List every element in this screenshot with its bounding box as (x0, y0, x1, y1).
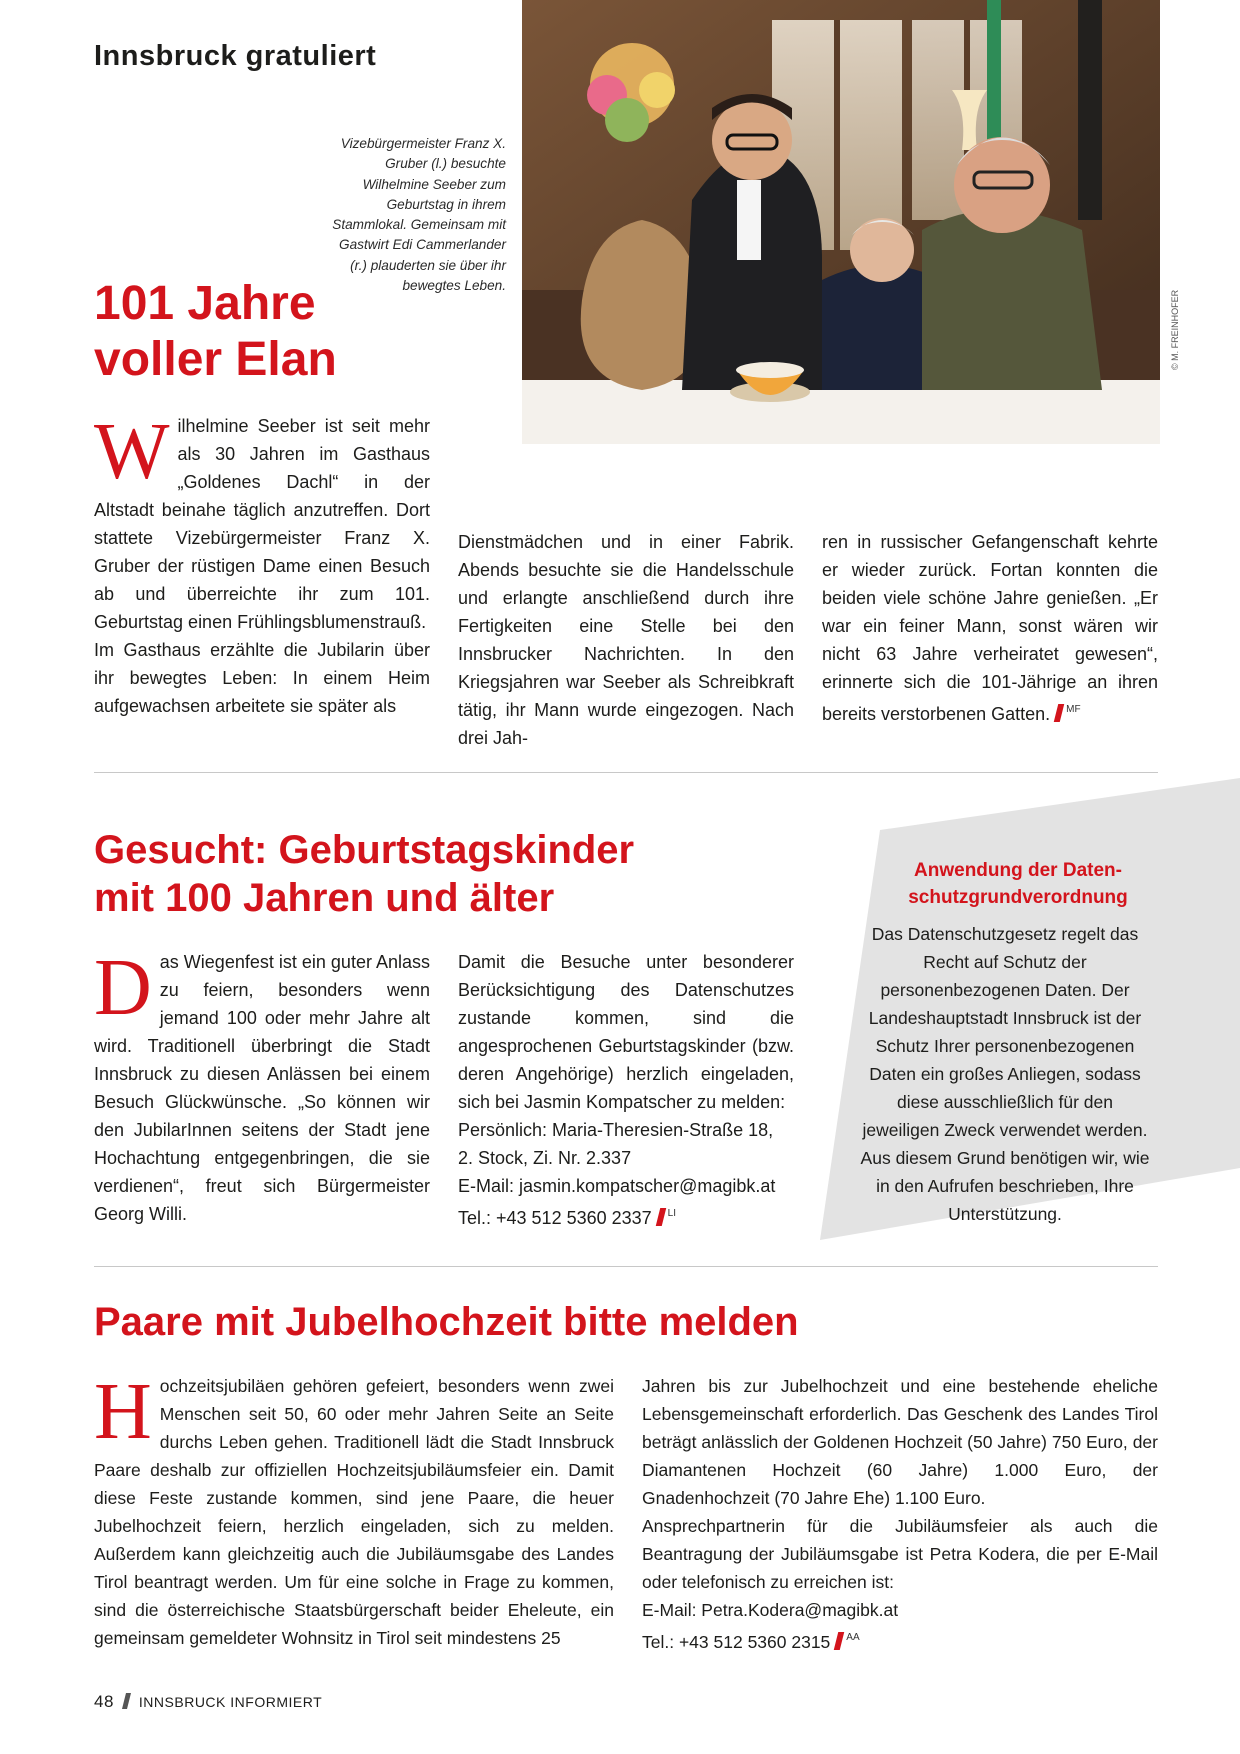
article1-paragraph-3: Dienstmädchen und in einer Fabrik. Abends besuchte sie die Handelsschule und erlangte anschließend durch ihre Fertigkeiten eine Stelle bei den Innsbrucker Nachrichten. In den Kriegsjahren war Seeber als Schreibkraft tätig, ihr Mann wurde eingezogen. Nach drei Jah- (458, 532, 794, 748)
page-footer (94, 1692, 322, 1712)
article3-headline: Paare mit Jubelhochzeit bitte melden (94, 1300, 799, 1344)
article2-paragraph-1: as Wiegenfest ist ein guter Anlass zu feiern, besonders wenn jemand 100 oder mehr Jahre alt wird. Traditionell überbringt die Stadt Innsbruck zu diesen Anlässen bei einem Besuch Glückwünsche. „So können wir den JubilarInnen seitens der Stadt jene Hochachtung entgegenbringen, die sie verdienen“, freut sich Bürgermeister Georg Willi. (94, 952, 430, 1224)
article3-phone-line (642, 1624, 1158, 1656)
page-number: 48 (94, 1692, 114, 1711)
article1-headline (94, 276, 337, 388)
article1-author: MF (1066, 704, 1081, 715)
article2-column-1 (94, 944, 430, 1228)
article2-address-1: Persönlich: Maria-Theresien-Straße 18, (458, 1120, 774, 1140)
article1-paragraph-2: Im Gasthaus erzählte die Jubilarin über ihr bewegtes Leben: In einem Heim aufgewachsen arbeitete sie später als (94, 640, 430, 716)
infobox-title-line2: schutzgrundverordnung (908, 887, 1128, 908)
article2-headline-line2: mit 100 Jahren und älter (94, 876, 555, 920)
article3-email: E-Mail: Petra.Kodera@magibk.at (642, 1600, 899, 1620)
article1-paragraph-4 (822, 528, 1158, 728)
article2-email: E-Mail: jasmin.kompatscher@magibk.at (458, 1176, 776, 1196)
article2-paragraph-2: Damit die Besuche unter besonderer Berücksichtigung des Datenschutzes zustande kommen, sind die angesprochenen Geburtstagskinder (bzw. deren Angehörige) herzlich eingeladen, sich bei Jasmin Kompatscher zu melden: (458, 952, 794, 1112)
photo-credit: © M. FREINHOFER (1170, 289, 1180, 370)
article2-author: LI (667, 1208, 677, 1219)
section-divider (94, 1266, 1158, 1267)
article1-column-2 (458, 528, 794, 752)
article1-headline-line2: voller Elan (94, 333, 337, 386)
article2-drop-cap: D (94, 944, 152, 1032)
article2-phone: Tel.: +43 512 5360 2337 (458, 1208, 652, 1228)
article2-column-2 (458, 948, 794, 1232)
end-mark-icon (1054, 704, 1064, 722)
photo-caption: Vizebürgermeister Franz X. Gruber (l.) besuchte Wilhelmine Seeber zum Geburtstag in ihrem Stammlokal. Gemeinsam mit Gastwirt Edi Cammerlander (r.) plauderten sie über ihr bewegtes Leben. (332, 136, 506, 294)
article1-paragraph-1: ilhelmine Seeber ist seit mehr als 30 Jahren im Gasthaus „Goldenes Dachl“ in der Altstadt beinahe täglich anzutreffen. Dort stattete Vizebürgermeister Franz X. Gruber der rüstigen Dame einen Besuch ab und überreichte ihr zum 101. Geburtstag einen Frühlingsblumenstrauß. (94, 416, 430, 632)
article3-phone: Tel.: +43 512 5360 2315 (642, 1632, 831, 1652)
infobox-body: Das Datenschutzgesetz regelt das Recht auf Schutz der personenbezogenen Daten. Der Landeshauptstadt Innsbruck ist der Schutz Ihrer personenbezogenen Daten ein großes Anliegen, sodass diese ausschließlich für den jeweiligen Zweck verwendet werden. Aus diesem Grund benötigen wir, wie in den Aufrufen beschrieben, Ihre Unterstützung. (860, 924, 1150, 1224)
end-mark-icon (655, 1208, 665, 1226)
article2-address-2: 2. Stock, Zi. Nr. 2.337 (458, 1148, 632, 1168)
infobox-title-line1: Anwendung der Daten- (914, 860, 1122, 881)
end-mark-icon (834, 1632, 844, 1650)
article1-column-1 (94, 408, 430, 720)
article2-headline-line1: Gesucht: Geburtstagskinder (94, 828, 635, 872)
article1-photo (522, 0, 1160, 444)
section-label: Innsbruck gratuliert (94, 40, 377, 72)
article3-column-1 (94, 1368, 614, 1652)
article1-headline-line1: 101 Jahre (94, 277, 316, 330)
article3-paragraph-2: Jahren bis zur Jubelhochzeit und eine bestehende eheliche Lebensgemeinschaft erforderlich. Das Geschenk des Landes Tirol beträgt anlässlich der Goldenen Hochzeit (50 Jahre) 750 Euro, der Diamantenen Hochzeit (60 Jahre) 1.000 Euro, der Gnadenhochzeit (70 Jahre Ehe) 1.100 Euro. (642, 1376, 1158, 1508)
article3-paragraph-3: Ansprechpartnerin für die Jubiläumsfeier als auch die Beantragung der Jubiläumsgabe ist Petra Kodera, die per E-Mail oder telefonisch zu erreichen ist: (642, 1516, 1158, 1592)
footer-slash-icon (122, 1693, 131, 1709)
article3-author: AA (846, 1632, 860, 1643)
article2-phone-line (458, 1200, 794, 1232)
article1-column-3 (822, 528, 1158, 728)
article3-column-2 (642, 1372, 1158, 1656)
photo-illustration (522, 0, 1160, 444)
publication-name: INNSBRUCK INFORMIERT (138, 1694, 323, 1710)
article2-headline (94, 826, 634, 922)
article3-drop-cap: H (94, 1368, 152, 1456)
article1-closing-text: ren in russischer Gefangenschaft kehrte er wieder zurück. Fortan konnten die beiden viele schöne Jahre genießen. „Er war ein feiner Mann, sonst wären wir nicht 63 Jahre verheiratet gewesen“, erinnerte sich die 101-Jährige an ihren bereits verstorbenen Gatten. (822, 532, 1158, 724)
article1-drop-cap: W (94, 408, 170, 496)
article3-paragraph-1: ochzeitsjubiläen gehören gefeiert, besonders wenn zwei Menschen seit 50, 60 oder mehr Jahren Seite an Seite durchs Leben gehen. Traditionell lädt die Stadt Innsbruck Paare deshalb zur offiziellen Hochzeitsjubiläumsfeier ein. Damit diese Feste zustande kommen, sind jene Paare, die heuer Jubelhochzeit feiern, herzlich eingeladen, sich zu melden. Außerdem kann gleichzeitig auch die Jubiläumsgabe des Landes Tirol beantragt werden. Um für eine solche in Frage zu kommen, sind die österreichische Staatsbürgerschaft beider Eheleute, ein gemeinsam gemeldeter Wohnsitz in Tirol seit mindestens 25 (94, 1376, 614, 1648)
section-divider (94, 772, 1158, 773)
infobox-title (878, 857, 1158, 911)
